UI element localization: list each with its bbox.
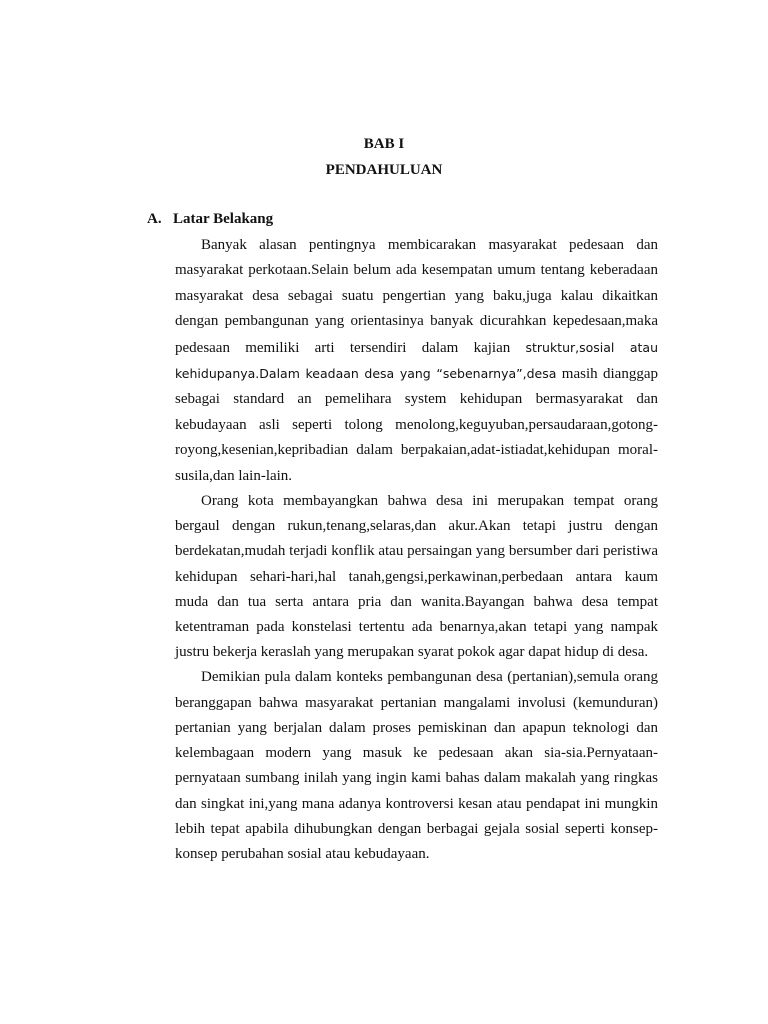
chapter-title: PENDAHULUAN (325, 162, 443, 178)
paragraph-1 (175, 233, 658, 489)
paragraph-1-part-2: struktur,sosial atau kehidupanya.Dalam keadaan desa yang “sebenarnya”,desa (175, 339, 658, 382)
body-text (175, 233, 658, 867)
chapter-heading: BAB I (363, 136, 405, 152)
paragraph-2: Orang kota membayangkan bahwa desa ini merupakan tempat orang bergaul dengan rukun,tenang,selaras,dan akur.Akan tetapi justru dengan berdekatan,mudah terjadi konflik atau persaingan yang bersumber dari peristiwa kehidupan sehari-hari,hal tanah,gengsi,perkawinan,perbedaan antara kaum muda dan tua serta antara pria dan wanita.Bayangan bahwa desa tempat ketentraman pada konstelasi tertentu ada benarnya,akan tetapi yang nampak justru bekerja keraslah yang merupakan syarat pokok agar dapat hidup di desa. (175, 493, 658, 661)
paragraph-3: Demikian pula dalam konteks pembangunan desa (pertanian),semula orang beranggapan bahwa masyarakat pertanian mangalami involusi (kemunduran) pertanian yang berjalan dalam proses pemiskinan dan apapun teknologi dan kelembagaan modern yang masuk ke pedesaan akan sia-sia.Pernyataan-pernyataan sumbang inilah yang ingin kami bahas dalam makalah yang ringkas dan singkat ini,yang mana adanya kontroversi kesan atau pendapat ini mungkin lebih tepat apabila dihubungkan dengan berbagai gejala sosial seperti konsep-konsep perubahan sosial atau kebudayaan. (175, 669, 658, 862)
section-title: Latar Belakang (173, 211, 274, 227)
paragraph-1-part-3: masih dianggap sebagai standard an pemelihara system kehidupan bermasyarakat dan kebudayaan asli seperti tolong menolong,keguyuban,persaudaraan,gotong-royong,kesenian,kepribadian dalam berpakaian,adat-istiadat,kehidupan moral-susila,dan lain-lain. (175, 366, 658, 484)
paragraph-1-part-1: Banyak alasan pentingnya membicarakan masyarakat pedesaan dan masyarakat perkotaan.Selain belum ada kesempatan umum tentang keberadaan masyarakat desa sebagai suatu pengertian yang baku,juga kalau dikaitkan dengan pembangunan yang orientasinya banyak dicurahkan kepedesaan,maka pedesaan memiliki arti tersendiri dalam kajian (175, 237, 658, 356)
section-letter: A. (147, 211, 162, 227)
section-heading (147, 211, 273, 228)
